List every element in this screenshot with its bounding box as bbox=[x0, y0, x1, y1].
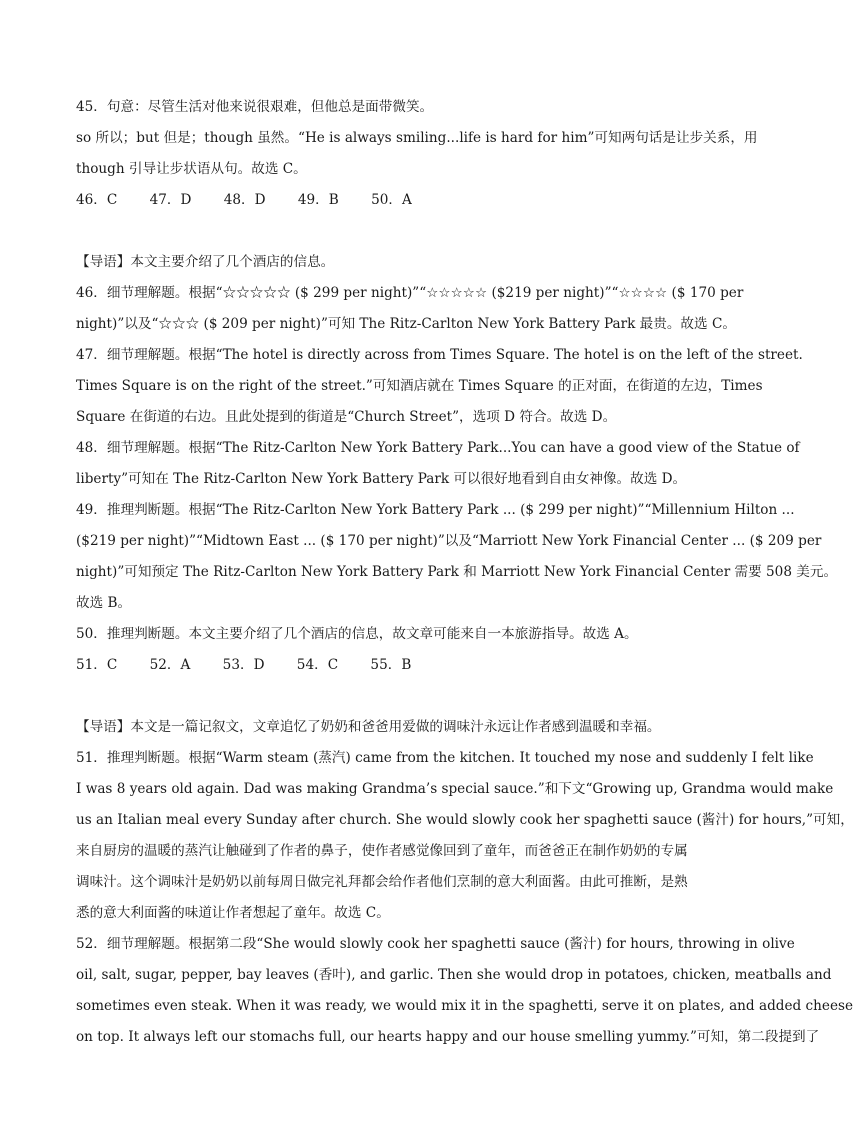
text-line: 48．细节理解题。根据“The Ritz-Carlton New York Battery Park...You can have a good view of the Statue of bbox=[76, 440, 800, 456]
text-line: sometimes even steak. When it was ready, we would mix it in the spaghetti, serve it on plates, and added cheese bbox=[76, 998, 854, 1014]
text-line: night)”以及“☆☆☆ ($ 209 per night)”可知 The Ritz-Carlton New York Battery Park 最贵。故选 C。 bbox=[76, 316, 736, 332]
text-line: 45．句意：尽管生活对他来说很艰难，但他总是面带微笑。 bbox=[76, 99, 434, 115]
text-line: 来自厨房的温暖的蒸汽让触碰到了作者的鼻子，使作者感觉像回到了童年，而爸爸正在制作奶奶的专属 bbox=[76, 843, 688, 859]
text-line: I was 8 years old again. Dad was making Grandma’s special sauce.”和下文“Growing up, Grandma would make bbox=[76, 781, 834, 797]
text-line: so 所以；but 但是；though 虽然。“He is always smiling...life is hard for him”可知两句话是让步关系，用 bbox=[76, 130, 758, 146]
text-line: 47．细节理解题。根据“The hotel is directly across from Times Square. The hotel is on the left of the street. bbox=[76, 347, 803, 363]
text-line: 51．推理判断题。根据“Warm steam (蒸汽) came from the kitchen. It touched my nose and suddenly I felt like bbox=[76, 750, 814, 766]
text-line: though 引导让步状语从句。故选 C。 bbox=[76, 161, 307, 177]
text-line: 故选 B。 bbox=[76, 595, 132, 611]
text-line: Times Square is on the right of the street.”可知酒店就在 Times Square 的正对面，在街道的左边，Times bbox=[76, 378, 763, 394]
text-line: 50．推理判断题。本文主要介绍了几个酒店的信息，故文章可能来自一本旅游指导。故选 A。 bbox=[76, 626, 638, 642]
text-line: us an Italian meal every Sunday after church. She would slowly cook her spaghetti sauce (酱汁) for hours,”可知， bbox=[76, 812, 854, 828]
section-heading: 【导语】本文是一篇记叙文，文章追忆了奶奶和爸爸用爱做的调味汁永远让作者感到温暖和幸福。 bbox=[76, 719, 661, 735]
answer-item: 54．C bbox=[296, 657, 339, 673]
text-line: 52．细节理解题。根据第二段“She would slowly cook her spaghetti sauce (酱汁) for hours, throwing in olive bbox=[76, 936, 795, 952]
answer-item: 49．B bbox=[297, 192, 339, 208]
text-line: 49．推理判断题。根据“The Ritz-Carlton New York Battery Park ... ($ 299 per night)”“Millennium Hilton ... bbox=[76, 502, 795, 518]
text-line: night)”可知预定 The Ritz-Carlton New York Battery Park 和 Marriott New York Financial Center 需要 508 美元。 bbox=[76, 564, 838, 580]
answer-item: 47．D bbox=[149, 192, 192, 208]
text-line: 调味汁。这个调味汁是奶奶以前每周日做完礼拜都会给作者他们烹制的意大利面酱。由此可推断，是熟 bbox=[76, 874, 688, 890]
answer-item: 48．D bbox=[223, 192, 266, 208]
section-hotels bbox=[76, 247, 838, 650]
answer-item: 46．C bbox=[76, 192, 118, 208]
answer-item: 50．A bbox=[371, 192, 412, 208]
section-sauce bbox=[76, 712, 854, 1053]
answer-item: 55．B bbox=[370, 657, 412, 673]
text-line: oil, salt, sugar, pepper, bay leaves (香叶), and garlic. Then she would drop in potatoes, chicken, meatballs and bbox=[76, 967, 832, 983]
text-line: liberty”可知在 The Ritz-Carlton New York Battery Park 可以很好地看到自由女神像。故选 D。 bbox=[76, 471, 687, 487]
text-line: 46．细节理解题。根据“☆☆☆☆☆ ($ 299 per night)”“☆☆☆☆☆ ($219 per night)”“☆☆☆☆ ($ 170 per bbox=[76, 285, 744, 301]
spacer bbox=[76, 681, 728, 712]
document-page bbox=[76, 92, 854, 1053]
answer-row bbox=[76, 650, 728, 681]
spacer bbox=[76, 216, 728, 247]
text-line: Square 在街道的右边。且此处提到的街道是“Church Street”，选项 D 符合。故选 D。 bbox=[76, 409, 617, 425]
answer-item: 53．D bbox=[222, 657, 265, 673]
text-line: on top. It always left our stomachs full, our hearts happy and our house smelling yummy.”可知，第二段提到了 bbox=[76, 1029, 820, 1045]
answer-item: 51．C bbox=[76, 657, 118, 673]
text-line: ($219 per night)”“Midtown East ... ($ 170 per night)”以及“Marriott New York Financial Center ... ($ 209 per bbox=[76, 533, 822, 549]
explanation-45 bbox=[76, 92, 758, 185]
answer-item: 52．A bbox=[149, 657, 191, 673]
text-line: 悉的意大利面酱的味道让作者想起了童年。故选 C。 bbox=[76, 905, 390, 921]
section-heading: 【导语】本文主要介绍了几个酒店的信息。 bbox=[76, 254, 335, 270]
answer-row bbox=[76, 185, 728, 216]
